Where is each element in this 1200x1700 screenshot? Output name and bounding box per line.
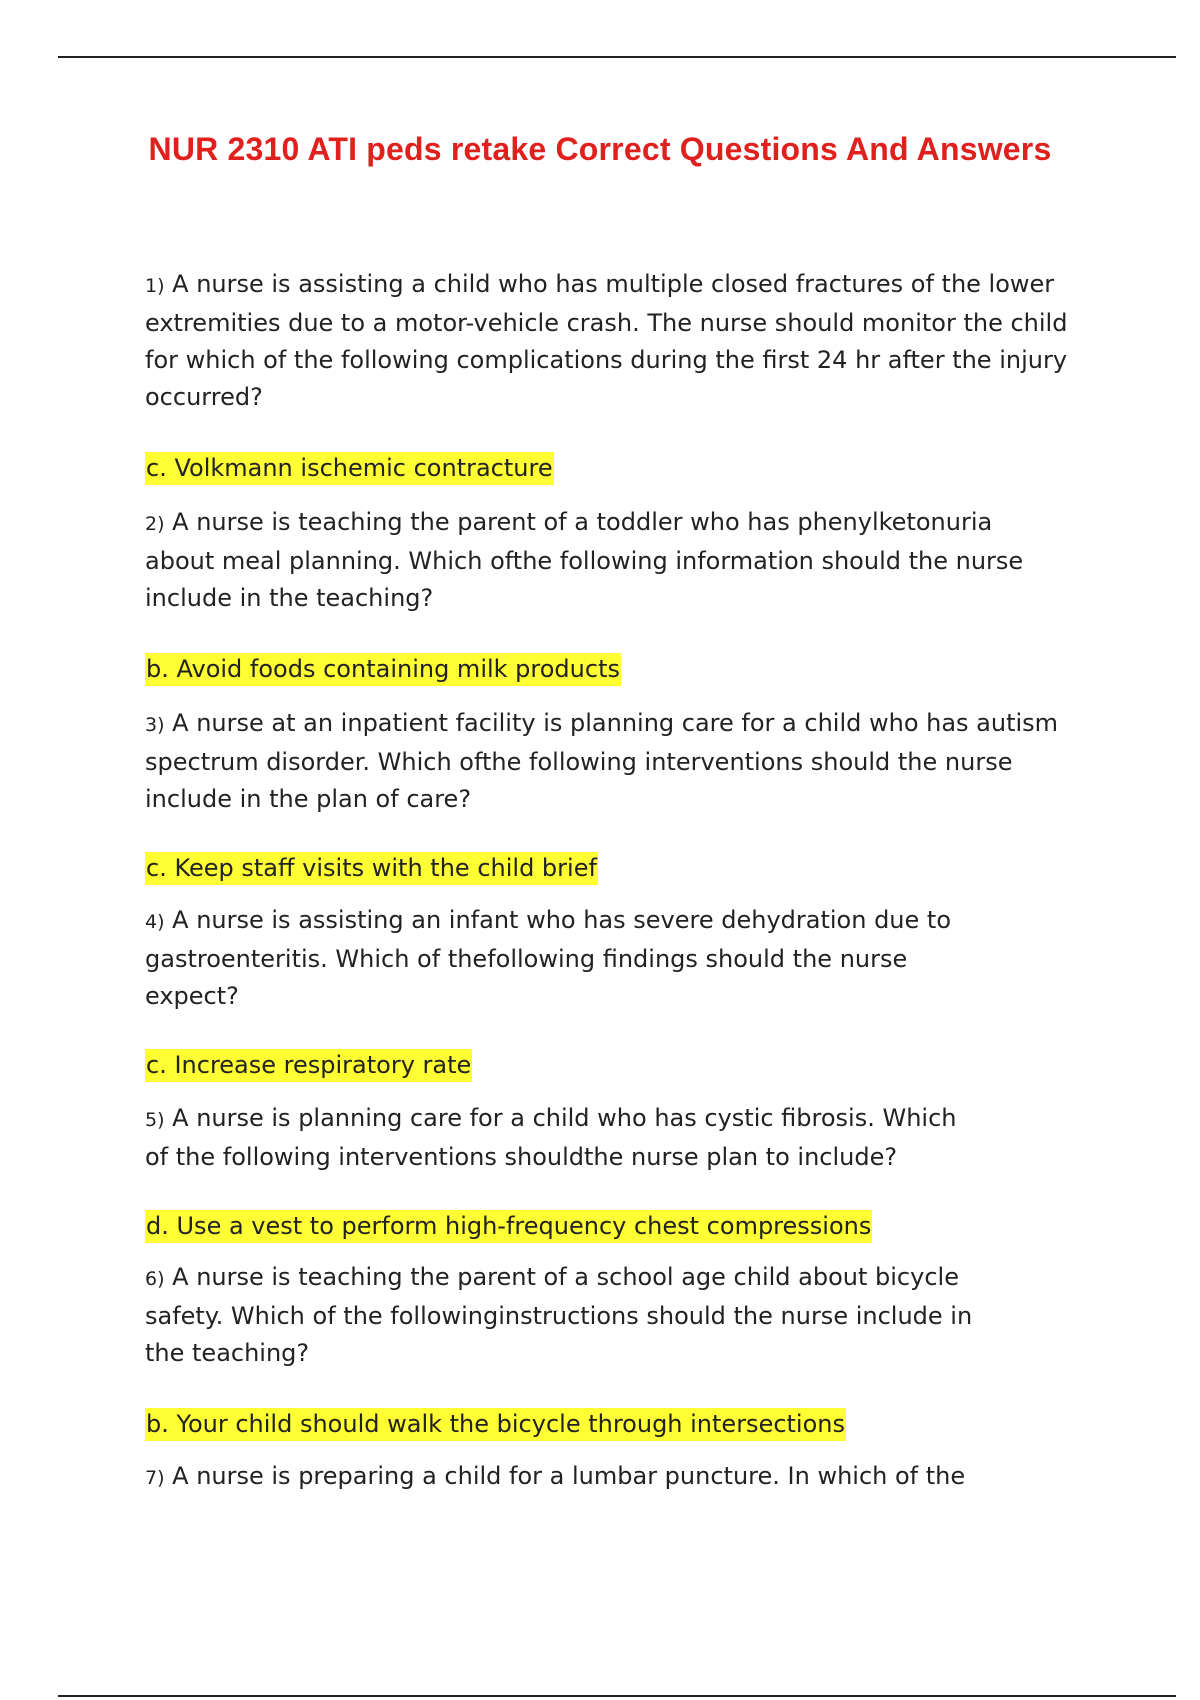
- question-text: A nurse is teaching the parent of a toddler who has phenylketonuria about meal planning. Which ofthe following information should the nurse include in the teaching?: [145, 508, 1024, 612]
- question-3: [145, 705, 1085, 818]
- question-7: [145, 1458, 1045, 1497]
- highlighted-answer: c. Increase respiratory rate: [145, 1049, 472, 1082]
- page-title: NUR 2310 ATI peds retake Correct Questions And Answers: [148, 131, 1052, 167]
- question-text: A nurse is assisting an infant who has severe dehydration due to gastroenteritis. Which of thefollowing findings should the nurse expect?: [145, 906, 951, 1010]
- answer-2: [145, 652, 1085, 686]
- answer-6: [145, 1407, 1085, 1441]
- question-text: A nurse is teaching the parent of a school age child about bicycle safety. Which of the followinginstructions should the nurse include in the teaching?: [145, 1263, 973, 1367]
- question-number: 3): [145, 714, 165, 736]
- question-number: 4): [145, 911, 165, 933]
- answer-5: [145, 1209, 1085, 1243]
- highlighted-answer: c. Keep staff visits with the child brief: [145, 852, 598, 885]
- question-6: [145, 1259, 1005, 1372]
- qa-list: [145, 266, 1085, 1497]
- highlighted-answer: c. Volkmann ischemic contracture: [145, 452, 554, 485]
- question-5: [145, 1100, 965, 1176]
- question-number: 1): [145, 275, 165, 297]
- question-text: A nurse is planning care for a child who has cystic fibrosis. Which of the following interventions shouldthe nurse plan to include?: [145, 1104, 957, 1171]
- question-number: 6): [145, 1268, 165, 1290]
- question-text: A nurse at an inpatient facility is planning care for a child who has autism spectrum disorder. Which ofthe following interventions should the nurse include in the plan of care?: [145, 709, 1059, 813]
- answer-3: [145, 851, 1085, 885]
- question-1: [145, 266, 1075, 416]
- bottom-rule: [58, 1695, 1176, 1697]
- highlighted-answer: b. Avoid foods containing milk products: [145, 653, 621, 686]
- question-text: A nurse is assisting a child who has multiple closed fractures of the lower extremities due to a motor-vehicle crash. The nurse should monitor the child for which of the following complications during the first 24 hr after the injury occurred?: [145, 270, 1068, 411]
- top-rule: [58, 56, 1176, 58]
- question-number: 5): [145, 1109, 165, 1131]
- question-number: 7): [145, 1467, 165, 1489]
- question-text: A nurse is preparing a child for a lumbar puncture. In which of the: [172, 1462, 966, 1490]
- question-number: 2): [145, 513, 165, 535]
- question-2: [145, 504, 1045, 617]
- highlighted-answer: b. Your child should walk the bicycle through intersections: [145, 1408, 846, 1441]
- answer-1: [145, 451, 1085, 485]
- highlighted-answer: d. Use a vest to perform high-frequency chest compressions: [145, 1210, 872, 1243]
- answer-4: [145, 1048, 1085, 1082]
- question-4: [145, 902, 1005, 1015]
